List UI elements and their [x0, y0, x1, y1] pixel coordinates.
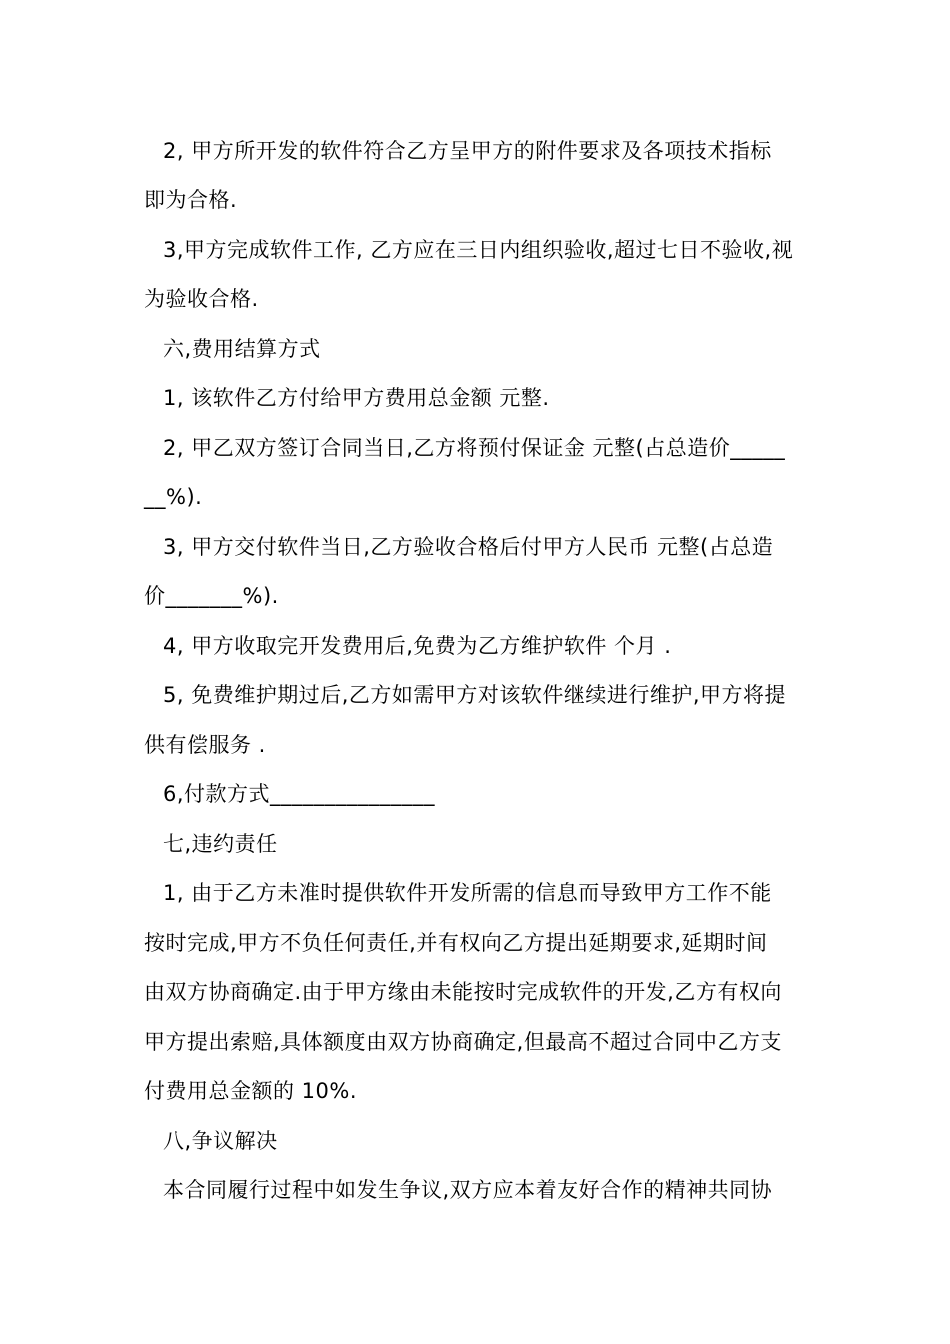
text-line: 6,付款方式_______________: [163, 782, 436, 806]
section-heading: 六,费用结算方式: [163, 337, 321, 361]
text-line: 1, 由于乙方未准时提供软件开发所需的信息而导致甲方工作不能: [163, 881, 772, 905]
text-line: 本合同履行过程中如发生争议,双方应本着友好合作的精神共同协: [163, 1178, 773, 1202]
text-line: 价_______%).: [144, 584, 279, 608]
text-line: 按时完成,甲方不负任何责任,并有权向乙方提出延期要求,延期时间: [144, 931, 768, 955]
text-line: 3,甲方完成软件工作, 乙方应在三日内组织验收,超过七日不验收,视: [163, 238, 794, 262]
text-line: 供有偿服务 .: [144, 733, 266, 757]
text-line: 付费用总金额的 10%.: [144, 1079, 358, 1103]
text-line: 3, 甲方交付软件当日,乙方验收合格后付甲方人民币 元整(占总造: [163, 535, 774, 559]
text-line: 5, 免费维护期过后,乙方如需甲方对该软件继续进行维护,甲方将提: [163, 683, 787, 707]
text-line: __%).: [144, 485, 203, 509]
text-line: 1, 该软件乙方付给甲方费用总金额 元整.: [163, 386, 550, 410]
text-line: 为验收合格.: [144, 287, 259, 311]
text-line: 甲方提出索赔,具体额度由双方协商确定,但最高不超过合同中乙方支: [144, 1030, 782, 1054]
text-line: 由双方协商确定.由于甲方缘由未能按时完成软件的开发,乙方有权向: [144, 980, 782, 1004]
text-line: 2, 甲方所开发的软件符合乙方呈甲方的附件要求及各项技术指标: [163, 139, 772, 163]
section-heading: 八,争议解决: [163, 1129, 278, 1153]
section-heading: 七,违约责任: [163, 832, 278, 856]
text-line: 2, 甲乙双方签订合同当日,乙方将预付保证金 元整(占总造价_____: [163, 436, 786, 460]
text-line: 4, 甲方收取完开发费用后,免费为乙方维护软件 个月 .: [163, 634, 672, 658]
text-line: 即为合格.: [144, 188, 238, 212]
